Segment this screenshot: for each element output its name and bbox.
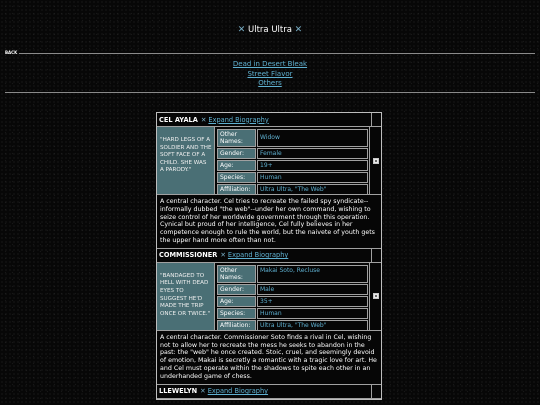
broken-image-icon [373, 293, 379, 299]
character-table [156, 112, 382, 400]
character-info [215, 127, 370, 194]
info-row [217, 172, 368, 183]
character-name: LLEWELYN [159, 387, 198, 396]
field-label: Other Names: [217, 129, 256, 147]
nav-links [0, 60, 540, 89]
info-row [217, 284, 368, 295]
field-value: Female [257, 148, 368, 159]
field-label: Affiliation: [217, 184, 256, 195]
field-label: Gender: [217, 148, 256, 159]
field-label: Affiliation: [217, 320, 256, 331]
character-name: CEL AYALA [159, 115, 198, 124]
field-value: Male [257, 284, 368, 295]
field-label: Other Names: [217, 265, 256, 283]
field-value: Ultra Ultra, "The Web" [257, 184, 368, 195]
info-row [217, 160, 368, 171]
info-row [217, 308, 368, 319]
character-entry [157, 249, 381, 385]
field-value: Makai Soto, Recluse [257, 265, 368, 283]
x-icon: ✕ [200, 115, 207, 124]
field-value: Ultra Ultra, "The Web" [257, 320, 368, 331]
character-quote: "HARD LEGS OF A SOLDIER AND THE SOFT FACE OF A CHILD. SHE WAS A PARODY." [157, 127, 215, 194]
character-entry [157, 113, 381, 249]
field-label: Gender: [217, 284, 256, 295]
character-quote: "BANDAGED TO HELL WITH DEAD EYES TO SUGGEST HE'D MADE THE TRIP ONCE OR TWICE." [157, 263, 215, 330]
expand-biography-link[interactable]: Expand Biography [227, 251, 289, 260]
link-street-flavor[interactable]: Street Flavor [247, 69, 293, 78]
back-row [5, 50, 535, 58]
expand-biography-link[interactable]: Expand Biography [208, 115, 269, 124]
divider [5, 92, 535, 93]
character-header [157, 385, 381, 399]
x-icon: ✕ [200, 387, 206, 396]
divider [19, 53, 535, 54]
info-row [217, 265, 368, 283]
character-info [215, 263, 370, 330]
character-name: COMMISSIONER [159, 251, 218, 260]
link-dead-in-desert-bleak[interactable]: Dead in Desert Bleak [232, 60, 308, 68]
character-header [157, 249, 381, 263]
expand-biography-link[interactable]: Expand Biography [207, 387, 269, 396]
field-label: Age: [217, 296, 256, 307]
back-link[interactable]: BACK [5, 50, 18, 55]
link-others[interactable]: Others [258, 79, 282, 87]
x-icon: ✕ [294, 25, 303, 35]
title-text: Ultra Ultra [248, 25, 292, 35]
info-row [217, 320, 368, 331]
character-header [157, 113, 381, 127]
field-label: Species: [217, 308, 256, 319]
field-label: Species: [217, 172, 256, 183]
field-value: Widow [257, 129, 368, 147]
character-description: A central character. Cel tries to recreate the failed spy syndicate--informally dubbed "the web"--under her own command, wishing to seize control of her worldwide government through this operation. Cynical but proud of her intelligence, Cel fully believes in her competence enough to rule the world, but the naivete of youth gets the upper hand more often than not. [157, 195, 381, 249]
field-value: 19+ [257, 160, 368, 171]
broken-image-icon [373, 158, 379, 164]
character-entry [157, 385, 381, 399]
page-title [0, 25, 540, 35]
field-value: Human [257, 172, 368, 183]
info-row [217, 296, 368, 307]
info-row [217, 148, 368, 159]
field-value: Human [257, 308, 368, 319]
info-row [217, 129, 368, 147]
character-description: A central character. Commissioner Soto finds a rival in Cel, wishing not to allow her to recreate the mess he seeks to abandon in the past: the "web" he once created. Stoic, cruel, and seemingly devoid of emotion, Makai is secretly a romantic with a tragic love for art. He and Cel must operate within the shadows to spite each other in an underhanded game of chess. [157, 331, 381, 385]
x-icon: ✕ [237, 25, 246, 35]
field-value: 35+ [257, 296, 368, 307]
field-label: Age: [217, 160, 256, 171]
x-icon: ✕ [220, 251, 226, 260]
info-row [217, 184, 368, 195]
